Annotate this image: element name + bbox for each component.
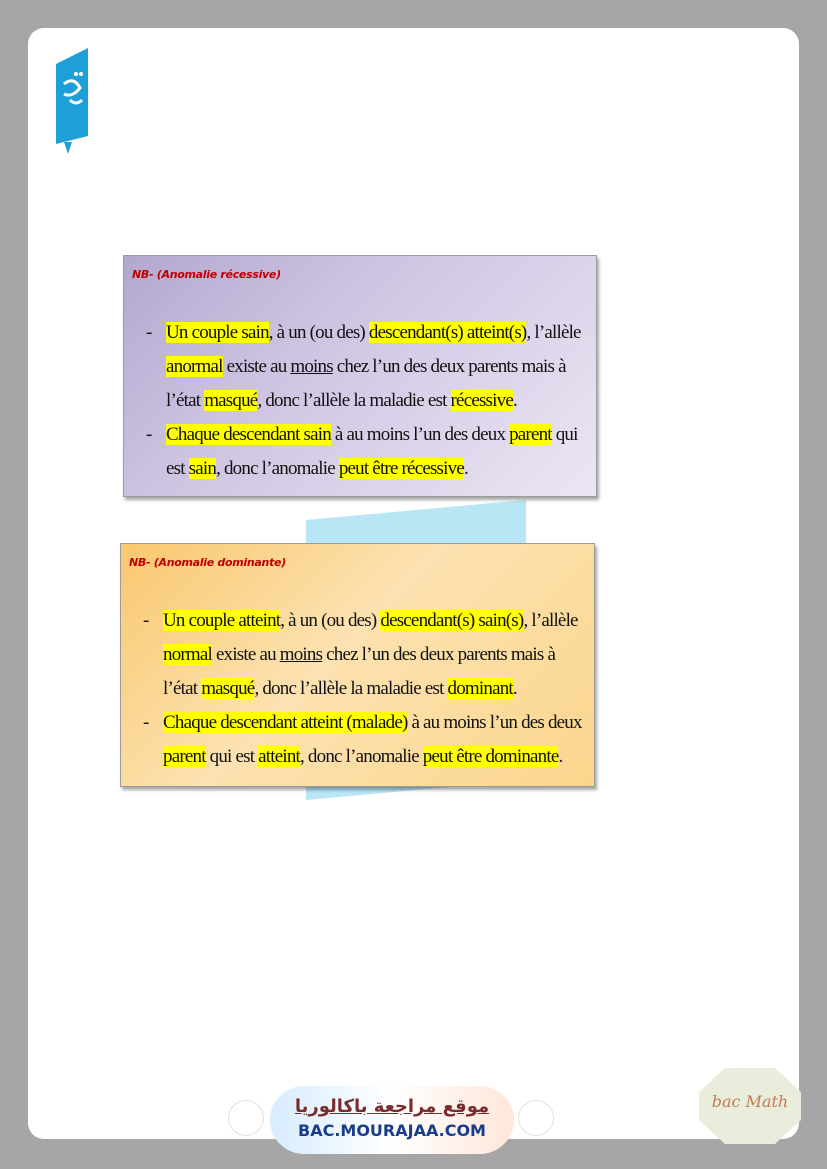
recessive-items [146, 316, 586, 486]
bac-math-label: bac Math [711, 1092, 789, 1111]
bac-math-badge [697, 1066, 803, 1146]
recessive-note-card [123, 255, 597, 497]
text-run: , à un (ou des) [268, 322, 369, 343]
highlighted-text: descendant(s) atteint(s) [368, 322, 527, 343]
text-run: qui est [166, 424, 578, 479]
text-run: à au moins l’un des deux [407, 712, 582, 733]
bullet-item [146, 418, 586, 486]
site-badge[interactable] [270, 1086, 514, 1154]
highlighted-text: sain [188, 458, 217, 479]
dominant-card-title: NB- (Anomalie dominante) [129, 556, 286, 569]
highlighted-text: Un couple sain [166, 322, 269, 343]
highlighted-text: Chaque descendant sain [166, 424, 331, 445]
books-badge-icon [228, 1100, 264, 1136]
text-run: , à un (ou des) [280, 610, 381, 631]
text-run: . [512, 390, 517, 411]
recessive-card-title: NB- (Anomalie récessive) [132, 268, 281, 281]
text-run: chez l’un des deux parents mais à l’état [166, 356, 566, 411]
highlighted-text: Un couple atteint [163, 610, 281, 631]
bullet-item [146, 316, 586, 418]
text-run: qui est [205, 746, 259, 767]
highlighted-text: récessive [450, 390, 513, 411]
highlighted-text: atteint [258, 746, 301, 767]
site-name-arabic[interactable]: موقع مراجعة باكالوريا [294, 1096, 490, 1117]
bullet-item [143, 604, 584, 706]
underlined-text: moins [279, 644, 323, 665]
text-run: . [512, 678, 517, 699]
books-badge-icon [518, 1100, 554, 1136]
highlighted-text: descendant(s) sain(s) [380, 610, 524, 631]
bullet-item [143, 706, 584, 774]
underlined-text: moins [290, 356, 333, 377]
highlighted-text: masqué [204, 390, 258, 411]
text-run: . [558, 746, 563, 767]
text-run: , donc l’allèle la maladie est [254, 678, 448, 699]
highlighted-text: masqué [201, 678, 255, 699]
dominant-note-card [120, 543, 595, 787]
dominant-items [143, 604, 584, 774]
text-run: . [463, 458, 468, 479]
text-run: , l’allèle [523, 610, 578, 631]
site-url[interactable]: BAC.MOURAJAA.COM [298, 1121, 486, 1140]
highlighted-text: anormal [166, 356, 223, 377]
text-run: , donc l’anomalie [216, 458, 339, 479]
text-run: existe au [212, 644, 280, 665]
highlighted-text: parent [509, 424, 552, 445]
text-run: , donc l’anomalie [300, 746, 423, 767]
text-run: , donc l’allèle la maladie est [257, 390, 451, 411]
highlighted-text: peut être dominante [422, 746, 559, 767]
highlighted-text: peut être récessive [338, 458, 464, 479]
highlighted-text: dominant [447, 678, 513, 699]
highlighted-text: parent [163, 746, 206, 767]
highlighted-text: normal [163, 644, 213, 665]
text-run: existe au [222, 356, 291, 377]
text-run: , l’allèle [526, 322, 581, 343]
highlighted-text: Chaque descendant atteint (malade) [163, 712, 408, 733]
book-logo-icon [52, 44, 94, 156]
text-run: chez l’un des deux parents mais à l’état [163, 644, 556, 699]
text-run: à au moins l’un des deux [330, 424, 510, 445]
